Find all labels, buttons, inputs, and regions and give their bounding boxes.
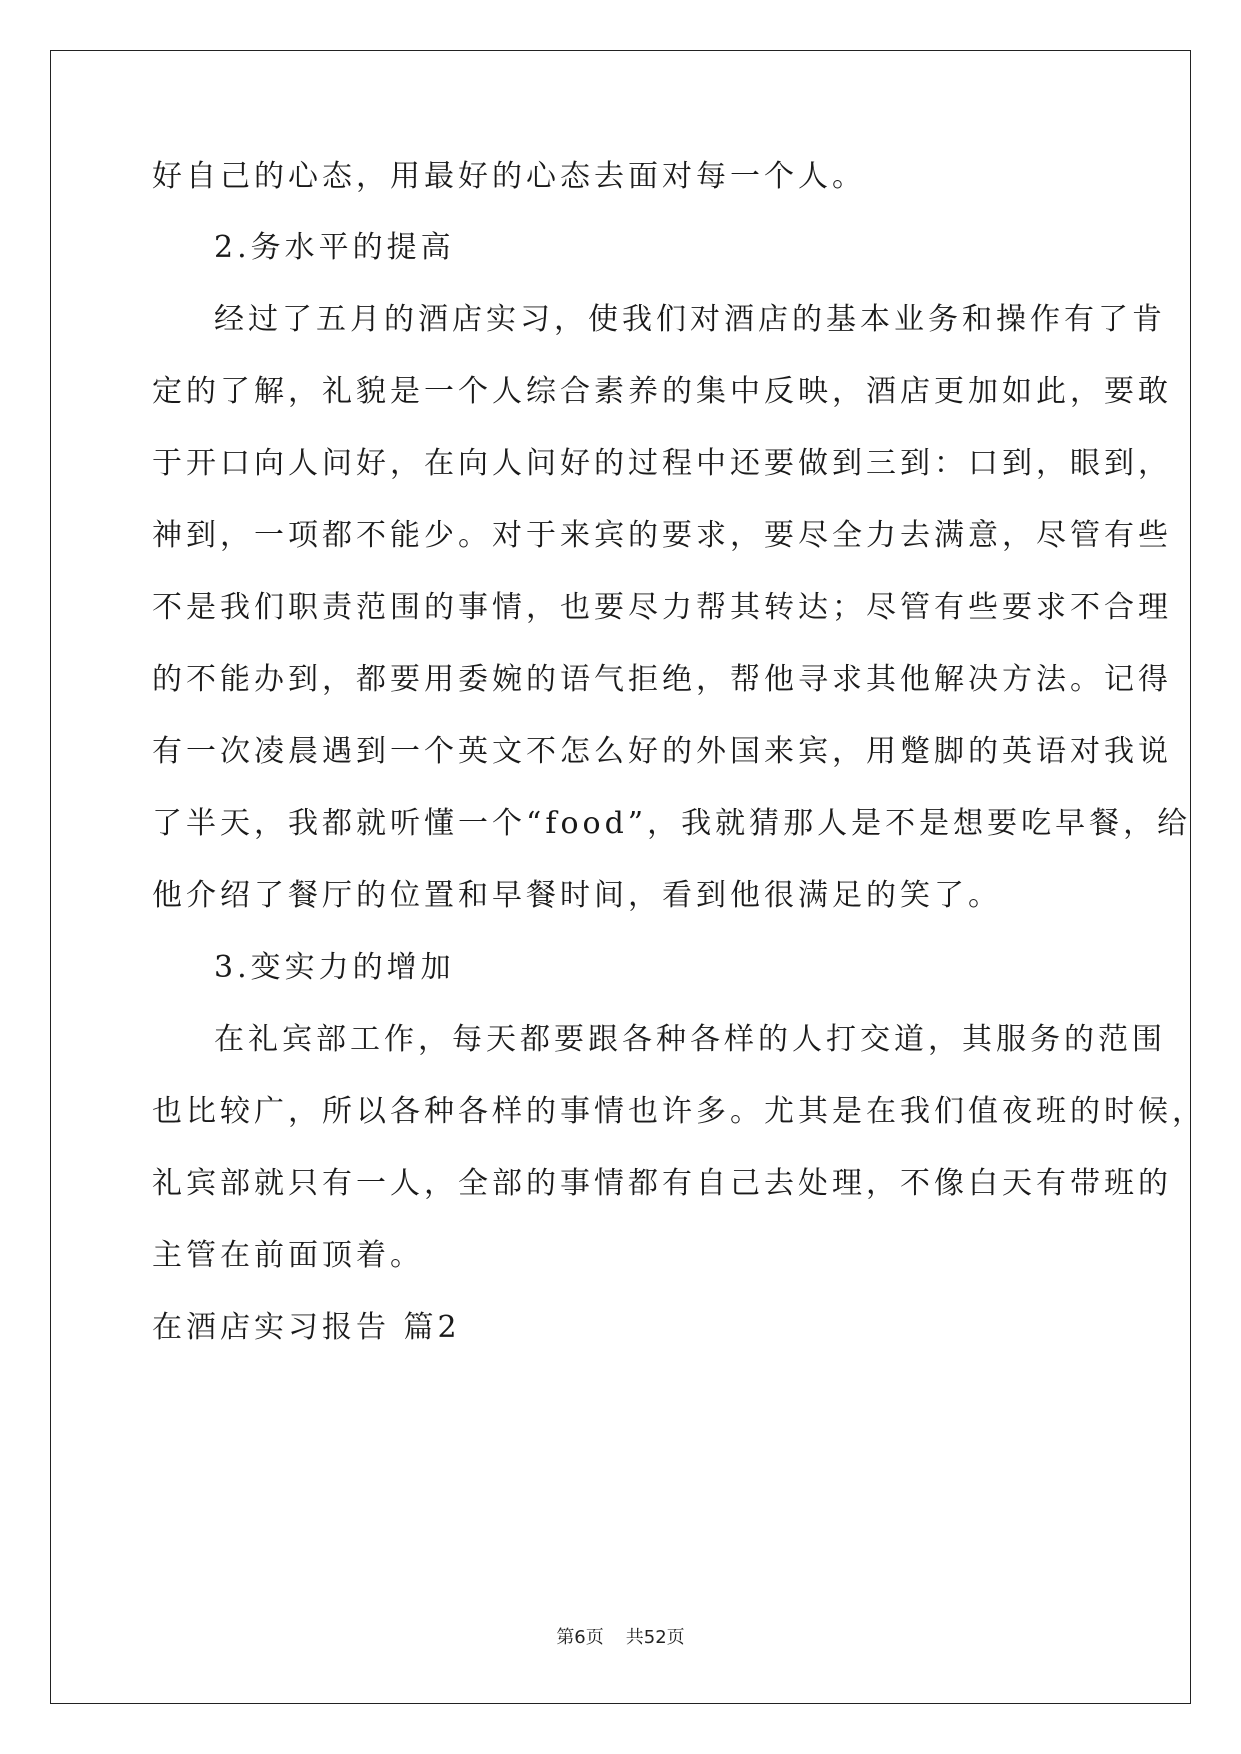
body-text-line: 的不能办到，都要用委婉的语气拒绝，帮他寻求其他解决方法。记得 xyxy=(152,662,1172,697)
body-text-line: 于开口向人问好，在向人问好的过程中还要做到三到：口到，眼到， xyxy=(152,446,1172,481)
body-text-line: 了半天，我都就听懂一个“food”，我就猜那人是不是想要吃早餐，给 xyxy=(152,806,1192,841)
body-text-line: 主管在前面顶着。 xyxy=(152,1238,424,1273)
page-total: 共52页 xyxy=(625,1627,685,1648)
page-number: 第6页 xyxy=(556,1627,604,1648)
paragraph-first-line: 经过了五月的酒店实习，使我们对酒店的基本业务和操作有了肯 xyxy=(214,302,1166,337)
body-text-line: 不是我们职责范围的事情，也要尽力帮其转达；尽管有些要求不合理 xyxy=(152,590,1172,625)
body-text-line: 礼宾部就只有一人，全部的事情都有自己去处理，不像白天有带班的 xyxy=(152,1166,1172,1201)
body-text-line: 也比较广，所以各种各样的事情也许多。尤其是在我们值夜班的时候， xyxy=(152,1094,1206,1129)
section-heading: 2.务水平的提高 xyxy=(214,230,455,265)
body-text-line: 有一次凌晨遇到一个英文不怎么好的外国来宾，用蹩脚的英语对我说 xyxy=(152,734,1172,769)
body-text-line: 定的了解，礼貌是一个人综合素养的集中反映，酒店更加如此，要敢 xyxy=(152,374,1172,409)
body-text-line: 神到，一项都不能少。对于来宾的要求，要尽全力去满意，尽管有些 xyxy=(152,518,1172,553)
body-text-line: 他介绍了餐厅的位置和早餐时间，看到他很满足的笑了。 xyxy=(152,878,1002,913)
document-title: 在酒店实习报告 篇2 xyxy=(152,1310,461,1345)
page-footer xyxy=(0,1626,1241,1650)
body-text-line: 好自己的心态，用最好的心态去面对每一个人。 xyxy=(152,159,866,194)
section-heading: 3.变实力的增加 xyxy=(214,950,455,985)
paragraph-first-line: 在礼宾部工作，每天都要跟各种各样的人打交道，其服务的范围 xyxy=(214,1022,1166,1057)
